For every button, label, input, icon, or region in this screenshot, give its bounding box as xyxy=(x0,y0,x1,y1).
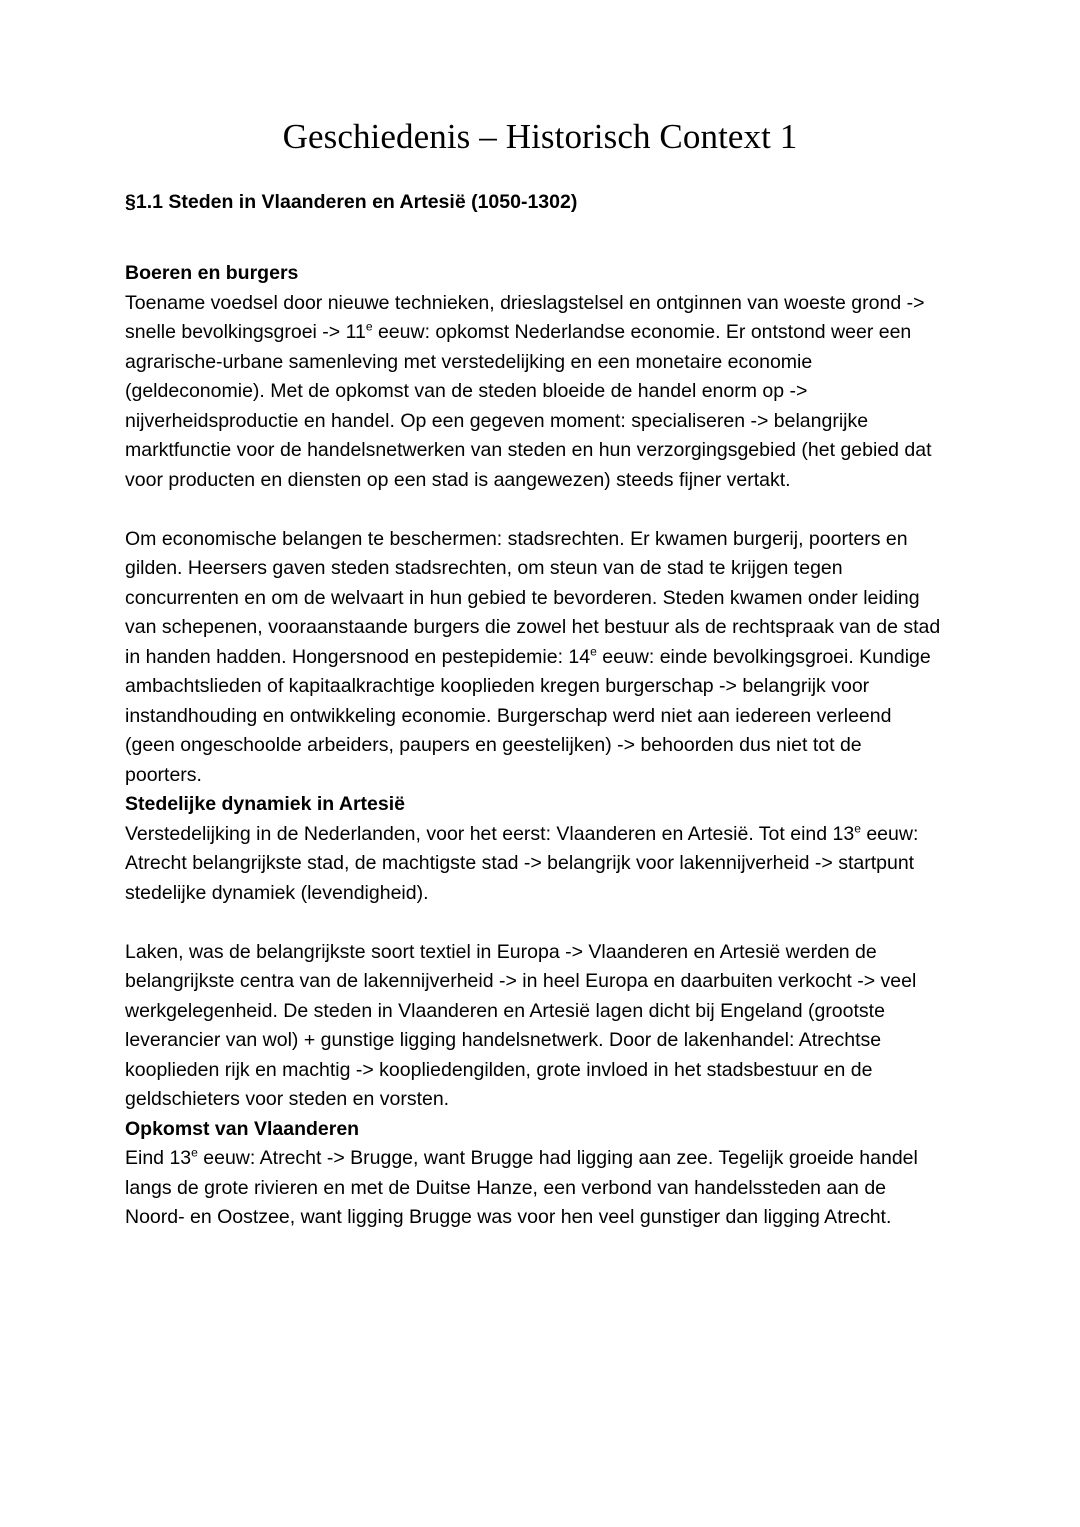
document-section xyxy=(125,259,946,790)
document-section xyxy=(125,790,943,1115)
paragraph: Laken, was de belangrijkste soort textiel in Europa -> Vlaanderen en Artesië werden de belangrijkste centra van de lakennijverheid -> in heel Europa en daarbuiten verkocht -> veel werkgelegenheid. De steden in Vlaanderen en Artesië lagen dicht bij Engeland (grootste leverancier van wol) + gunstige ligging handelsnetwerk. Door de lakenhandel: Atrechtse kooplieden rijk en machtig -> koopliedengilden, grote invloed in het stadsbestuur en de geldschieters voor steden en vorsten. xyxy=(125,940,922,1110)
section-subheading: Stedelijke dynamiek in Artesië xyxy=(125,793,405,815)
document-body xyxy=(125,188,946,1233)
paragraph: Verstedelijking in de Nederlanden, voor het eerst: Vlaanderen en Artesië. Tot eind 13e eeuw: Atrecht belangrijkste stad, de machtigste stad -> belangrijk voor lakennijverheid -> startpunt stedelijke dynamiek (levendigheid). xyxy=(125,821,923,904)
page-title: Geschiedenis – Historisch Context 1 xyxy=(282,117,798,156)
section-subheading: Opkomst van Vlaanderen xyxy=(125,1117,360,1140)
paragraph: Eind 13e eeuw: Atrecht -> Brugge, want Brugge had ligging aan zee. Tegelijk groeide handel langs de grote rivieren en met de Duitse Hanze, een verbond van handelssteden aan de Noord- en Oostzee, want ligging Brugge was voor hen veel gunstiger dan ligging Atrecht. xyxy=(125,1145,924,1228)
sections-container xyxy=(125,259,946,1233)
ordinal-superscript: e xyxy=(365,319,373,334)
ordinal-superscript: e xyxy=(191,1145,198,1160)
ordinal-superscript: e xyxy=(590,644,597,658)
section-heading: §1.1 Steden in Vlaanderen en Artesië (1050-1302) xyxy=(125,191,578,213)
section-subheading: Boeren en burgers xyxy=(125,262,299,284)
document-section xyxy=(125,1115,943,1233)
paragraph: Om economische belangen te beschermen: stadsrechten. Er kwamen burgerij, poorters en gilden. Heersers gaven steden stadsrechten, om steun van de stad te krijgen tegen concurrenten en om de welvaart in hun gebied te bevorderen. Steden kwamen onder leiding van schepenen, vooraanstaande burgers die zowel het bestuur als de rechtspraak van de stad in handen hadden. Hongersnood en pestepidemie: 14e eeuw: einde bevolkingsgroei. Kundige ambachtslieden of kapitaalkrachtige kooplieden kregen burgerschap -> belangrijk voor instandhouding en ontwikkeling economie. Burgerschap werd niet aan iedereen verleend (geen ongeschoolde arbeiders, paupers en geestelijken) -> behoorden dus niet tot de poorters. xyxy=(125,527,946,786)
ordinal-superscript: e xyxy=(854,821,861,835)
paragraph: Toename voedsel door nieuwe technieken, drieslagstelsel en ontginnen van woeste grond -> snelle bevolkingsgroei -> $11^e$ eeuw: opkomst Nederlandse economie. Er ontstond weer een agrarische-urbane samenleving met verstedelijking en een monetaire economie (geldeconomie). Met de opkomst van de steden bloeide de handel enorm op -> nijverheidsproductie en handel. Op een gegeven moment: specialiseren -> belangrijke marktfunctie voor de handelsnetwerken van steden en hun verzorgingsgebied (het gebied dat voor producten en diensten op een stad is aangewezen) steeds fijner vertakt. xyxy=(125,291,937,491)
